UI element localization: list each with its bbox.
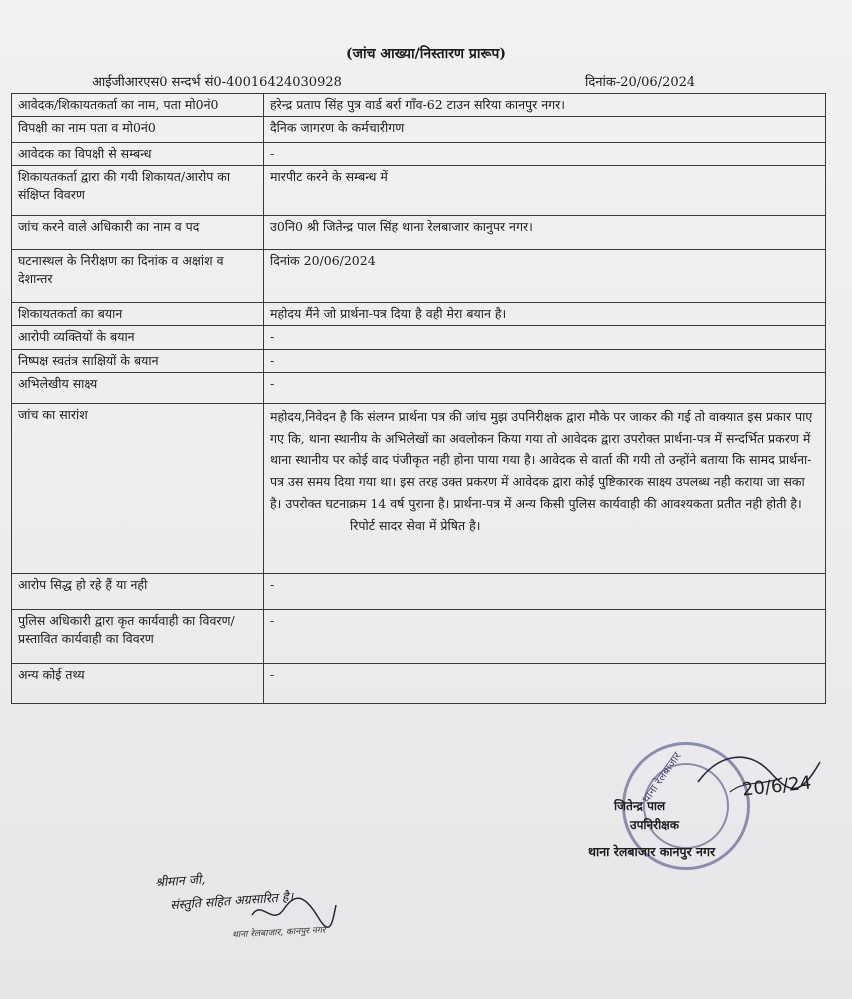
row-value: मारपीट करने के सम्बन्ध में — [264, 166, 826, 216]
table-row — [12, 372, 826, 403]
row-value: - — [264, 663, 826, 703]
inquiry-form-table — [11, 93, 826, 704]
row-label: आवेदक/शिकायतकर्ता का नाम, पता मो0नं0 — [12, 94, 264, 117]
table-row — [12, 326, 826, 349]
row-label: अभिलेखीय साक्ष्य — [12, 372, 264, 403]
officer-rank: उपनिरीक्षक — [630, 818, 679, 832]
handwritten-date: 20/6/24 — [741, 772, 813, 801]
forwarding-note: संस्तुति सहित अग्रसारित है। — [169, 888, 294, 913]
table-row — [12, 117, 826, 143]
forwarding-station: थाना रेलबाजार, कानपुर नगर — [231, 925, 326, 941]
document-date: दिनांक-20/06/2024 — [585, 75, 696, 90]
summary-text: महोदय,निवेदन है कि संलग्न प्रार्थना पत्र की जांच मुझ उपनिरीक्षक द्वारा मौके पर जाकर की गई तो वाक्यात इस प्रकार पाए गए कि, थाना स्थानीय के अभिलेखों का अवलोकन किया गया तो आवेदक द्वारा उपरोक्त प्रार्थना-पत्र में सन्दर्भित प्रकरण में थाना स्थानीय पर कोई वाद पंजीकृत नही होना पाया गया है। आवेदक से वार्ता की गयी तो उन्होंने बताया कि सामद प्रार्थना-पत्र उस समय दिया गया था। इस तरह उक्त प्रकरण में आवेदक द्वारा कोई पुष्टिकारक साक्ष्य उपलब्ध नही कराया जा सका है। उपरोक्त घटनाक्रम 14 वर्ष पुराना है। प्रार्थना-पत्र में अन्य किसी पुलिस कार्यवाही की आवश्यकता प्रतीत नही होती है। — [270, 408, 813, 512]
row-label: पुलिस अधिकारी द्वारा कृत कार्यवाही का विवरण/प्रस्तावित कार्यवाही का विवरण — [12, 609, 264, 663]
table-row — [12, 609, 826, 663]
table-row — [12, 663, 826, 703]
row-label: जांच करने वाले अधिकारी का नाम व पद — [12, 216, 264, 250]
table-row — [12, 94, 826, 117]
row-value: - — [264, 372, 826, 403]
row-label: आवेदक का विपक्षी से सम्बन्ध — [12, 143, 264, 166]
row-label: जांच का सारांश — [12, 403, 264, 573]
table-row — [12, 349, 826, 372]
row-value: - — [264, 609, 826, 663]
table-row — [12, 166, 826, 216]
row-label: आरोप सिद्ध हो रहे हैं या नही — [12, 573, 264, 609]
row-value: - — [264, 326, 826, 349]
officer-station: थाना रेलबाजार कानपुर नगर — [588, 844, 716, 859]
row-value: उ0नि0 श्री जितेन्द्र पाल सिंह थाना रेलबाजार कानुपर नगर। — [264, 216, 826, 250]
row-value: महोदय मैंने जो प्रार्थना-पत्र दिया है वही मेरा बयान है। — [264, 303, 826, 326]
officer-name: जितेन्द्र पाल — [614, 799, 666, 813]
row-value: दिनांक 20/06/2024 — [264, 250, 826, 303]
inquiry-summary — [264, 403, 826, 573]
row-label: शिकायतकर्ता का बयान — [12, 303, 264, 326]
row-value: - — [264, 143, 826, 166]
row-label: शिकायतकर्ता द्वारा की गयी शिकायत/आरोप का संक्षिप्त विवरण — [12, 166, 264, 216]
forwarding-salutation: श्रीमान जी, — [154, 871, 206, 890]
table-row — [12, 573, 826, 609]
table-row — [12, 250, 826, 303]
row-value: दैनिक जागरण के कर्मचारीगण — [264, 117, 826, 143]
table-row — [12, 143, 826, 166]
row-label: विपक्षी का नाम पता व मो0नं0 — [12, 117, 264, 143]
row-value: - — [264, 349, 826, 372]
seal-text: थाना रेलबाजार — [639, 749, 684, 806]
row-label: निष्पक्ष स्वतंत्र साक्षियों के बयान — [12, 349, 264, 372]
reference-number: आईजीआरएस0 सन्दर्भ सं0-40016424030928 — [92, 75, 342, 90]
row-label: अन्य कोई तथ्य — [12, 663, 264, 703]
row-value: हरेन्द्र प्रताप सिंह पुत्र वार्ड बर्रा गाँव-62 टाउन सरिया कानपुर नगर। — [264, 94, 826, 117]
table-row — [12, 303, 826, 326]
row-label: आरोपी व्यक्तियों के बयान — [12, 326, 264, 349]
row-label: घटनास्थल के निरीक्षण का दिनांक व अक्षांश व देशान्तर — [12, 250, 264, 303]
table-row — [12, 216, 826, 250]
document-title: (जांच आख्या/निस्तारण प्रारूप) — [346, 46, 506, 62]
table-row-summary — [12, 403, 826, 573]
row-value: - — [264, 573, 826, 609]
summary-closing: रिपोर्ट सादर सेवा में प्रेषित है। — [350, 518, 481, 533]
